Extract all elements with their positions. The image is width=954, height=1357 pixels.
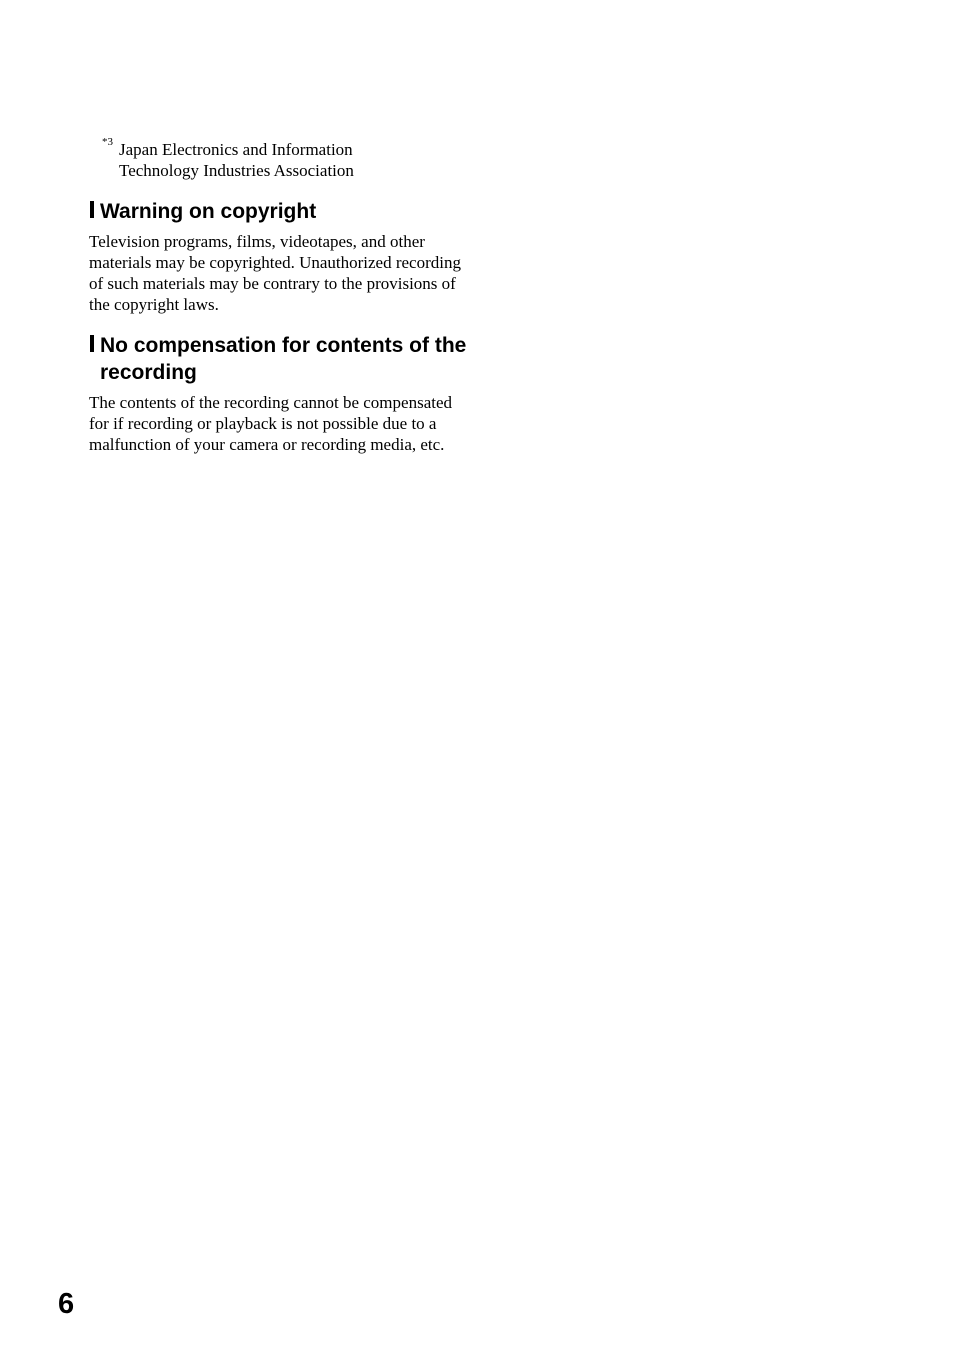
section-no-compensation xyxy=(89,332,469,455)
section-heading xyxy=(89,198,469,225)
section-body: The contents of the recording cannot be compensated for if recording or playback is not possible due to a malfunction of your camera or recording media, etc. xyxy=(89,393,453,454)
section-warning-on-copyright xyxy=(89,198,469,315)
page-number: 6 xyxy=(58,1288,75,1320)
section-heading-text: No compensation for contents of the recording xyxy=(100,334,467,384)
heading-bar-icon xyxy=(90,201,94,218)
section-heading xyxy=(89,332,469,386)
heading-bar-icon xyxy=(90,335,94,352)
footnote-text: Japan Electronics and Information Technology Industries Association xyxy=(119,140,354,180)
footnote-marker: *3 xyxy=(102,136,113,148)
footnote xyxy=(102,136,432,181)
section-body: Television programs, films, videotapes, and other materials may be copyrighted. Unauthorized recording of such materials may be contrary to the provisions of the copyright laws. xyxy=(89,232,461,314)
section-heading-text: Warning on copyright xyxy=(100,200,317,223)
